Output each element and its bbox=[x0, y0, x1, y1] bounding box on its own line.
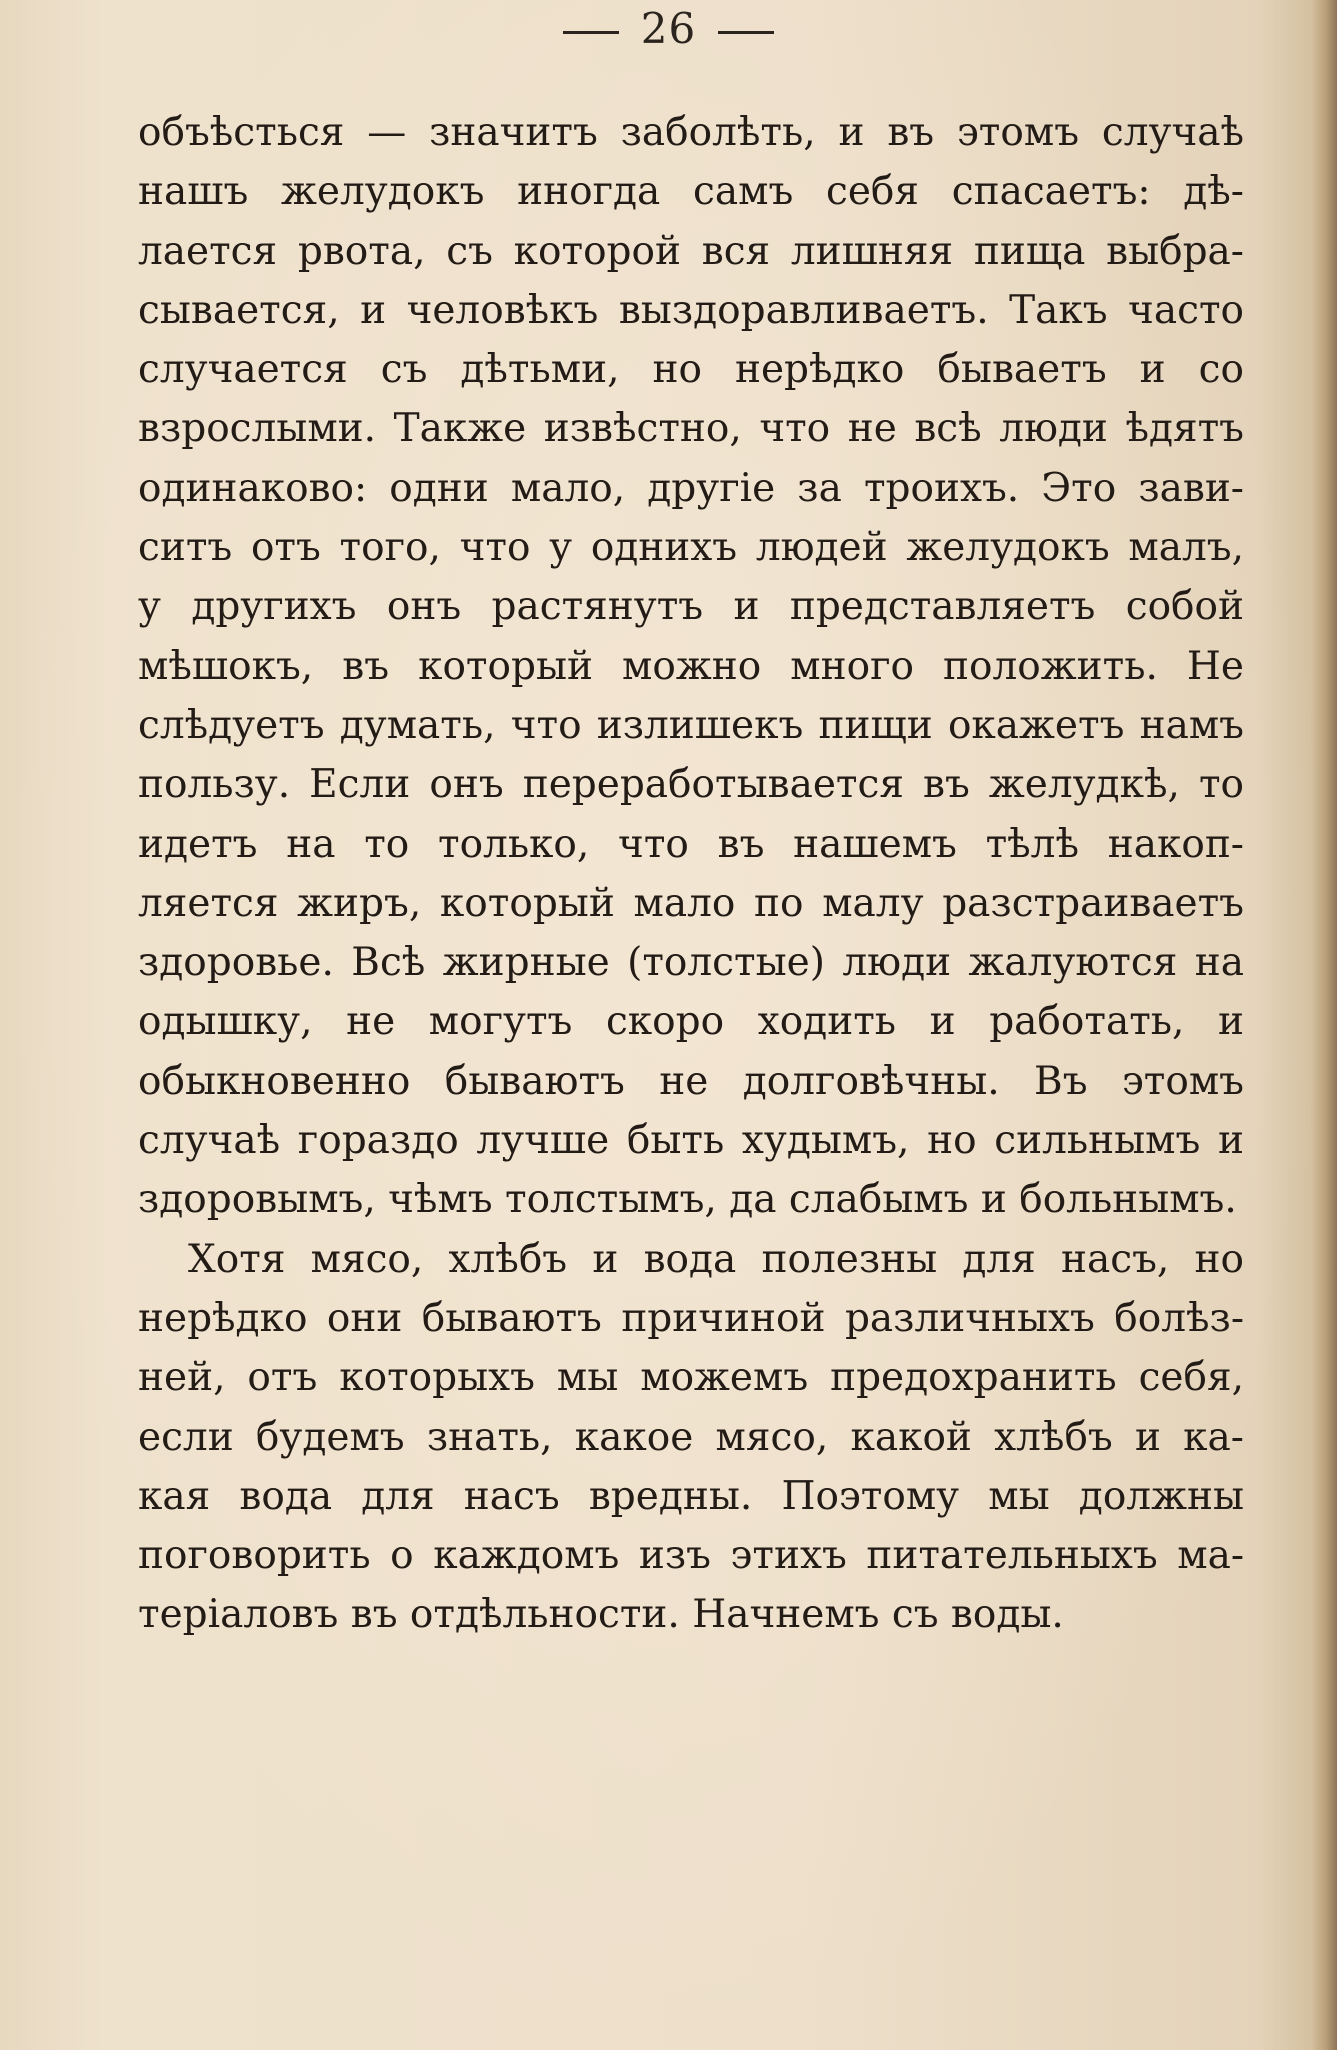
text-line: лается рвота, съ которой вся лишняя пища выбра- bbox=[138, 228, 1244, 274]
text-line: если будемъ знать, какое мясо, какой хлѣбъ и ка- bbox=[138, 1414, 1244, 1460]
body-text bbox=[138, 103, 1244, 1645]
text-line: одинаково: одни мало, другіе за троихъ. Это зави- bbox=[138, 465, 1244, 511]
text-line: нашъ желудокъ иногда самъ себя спасаетъ: дѣ- bbox=[138, 169, 1244, 215]
text-line: ляется жиръ, который мало по малу разстраиваетъ bbox=[138, 880, 1244, 926]
text-line: случается съ дѣтьми, но нерѣдко бываетъ и со bbox=[138, 347, 1244, 393]
text-line: мѣшокъ, въ который можно много положить. Не bbox=[138, 643, 1244, 689]
page-edge-shadow bbox=[1311, 0, 1337, 2050]
text-line: поговорить о каждомъ изъ этихъ питательныхъ ма- bbox=[138, 1533, 1244, 1579]
header-dash-left bbox=[563, 31, 619, 34]
text-line: теріаловъ въ отдѣльности. Начнемъ съ воды. bbox=[138, 1592, 1064, 1638]
text-line: объѣсться — значитъ заболѣть, и въ этомъ случаѣ bbox=[138, 110, 1244, 155]
text-line: обыкновенно бываютъ не долговѣчны. Въ этомъ bbox=[138, 1058, 1244, 1104]
text-line: ситъ отъ того, что у однихъ людей желудокъ малъ, bbox=[138, 525, 1244, 571]
text-line: идетъ на то только, что въ нашемъ тѣлѣ накоп- bbox=[138, 821, 1244, 867]
text-line: случаѣ гораздо лучше быть худымъ, но сильнымъ и bbox=[138, 1118, 1244, 1164]
text-line: здоровымъ, чѣмъ толстымъ, да слабымъ и больнымъ. bbox=[138, 1177, 1237, 1223]
text-line: кая вода для насъ вредны. Поэтому мы должны bbox=[138, 1473, 1244, 1519]
text-line: сывается, и человѣкъ выздоравливаетъ. Такъ часто bbox=[138, 287, 1244, 333]
page-number: 26 bbox=[640, 4, 697, 53]
text-line: взрослыми. Также извѣстно, что не всѣ люди ѣдятъ bbox=[138, 406, 1244, 452]
text-line: нерѣдко они бываютъ причиной различныхъ болѣз- bbox=[138, 1295, 1244, 1341]
page-header bbox=[0, 4, 1337, 53]
text-line: здоровье. Всѣ жирные (толстые) люди жалуются на bbox=[138, 940, 1244, 986]
text-line: Хотя мясо, хлѣбъ и вода полезны для насъ, но bbox=[188, 1236, 1244, 1282]
text-line: одышку, не могутъ скоро ходить и работать, и bbox=[138, 999, 1244, 1045]
text-line: у другихъ онъ растянутъ и представляетъ собой bbox=[138, 584, 1244, 630]
text-line: пользу. Если онъ переработывается въ желудкѣ, то bbox=[138, 762, 1244, 808]
text-line: слѣдуетъ думать, что излишекъ пищи окажетъ намъ bbox=[138, 702, 1244, 748]
header-dash-right bbox=[718, 31, 774, 34]
text-line: ней, отъ которыхъ мы можемъ предохранить себя, bbox=[138, 1355, 1244, 1401]
